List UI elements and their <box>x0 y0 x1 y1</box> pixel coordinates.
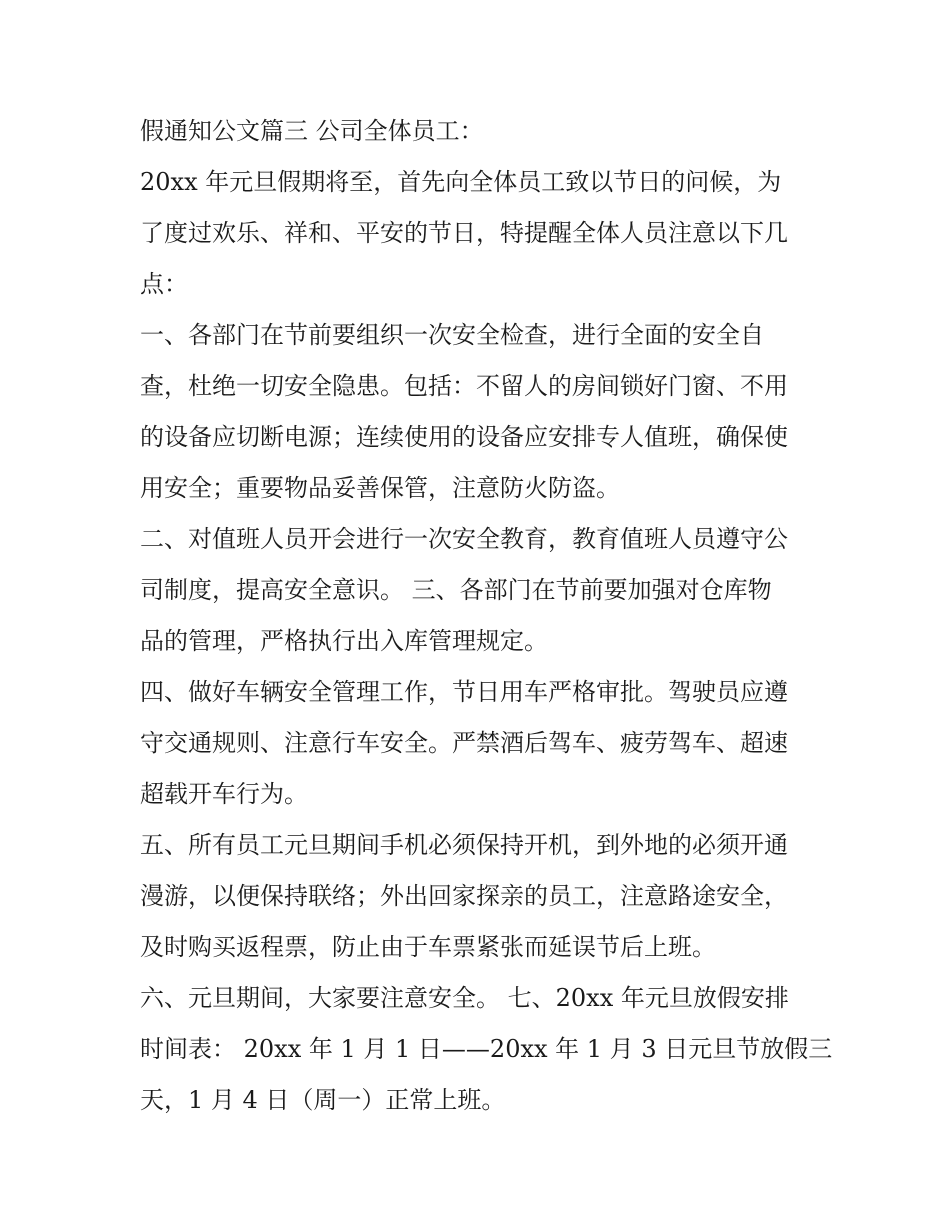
text-line: 点： <box>140 270 188 298</box>
text-line: 超载开车行为。 <box>140 780 308 808</box>
text-line: 假通知公文篇三 公司全体员工： <box>140 117 484 145</box>
text-line: 二、对值班人员开会进行一次安全教育，教育值班人员遵守公 <box>140 525 788 553</box>
text-line: 查，杜绝一切安全隐患。包括：不留人的房间锁好门窗、不用 <box>140 372 788 400</box>
text-line: 天，1 月 4 日（周一）正常上班。 <box>140 1086 506 1114</box>
notice-body <box>140 106 833 1126</box>
text-line: 守交通规则、注意行车安全。严禁酒后驾车、疲劳驾车、超速 <box>140 729 788 757</box>
text-line: 了度过欢乐、祥和、平安的节日，特提醒全体人员注意以下几 <box>140 219 788 247</box>
text-line: 及时购买返程票，防止由于车票紧张而延误节后上班。 <box>140 933 716 961</box>
text-line: 六、元旦期间，大家要注意安全。 七、20xx 年元旦放假安排 <box>140 984 789 1012</box>
text-line: 一、各部门在节前要组织一次安全检查，进行全面的安全自 <box>140 321 764 349</box>
text-line: 的设备应切断电源；连续使用的设备应安排专人值班，确保使 <box>140 423 788 451</box>
text-line: 用安全；重要物品妥善保管，注意防火防盗。 <box>140 474 620 502</box>
text-line: 20xx 年元旦假期将至，首先向全体员工致以节日的问候，为 <box>140 168 782 196</box>
text-line: 五、所有员工元旦期间手机必须保持开机，到外地的必须开通 <box>140 831 788 859</box>
text-line: 时间表： 20xx 年 1 月 1 日——20xx 年 1 月 3 日元旦节放假三 <box>140 1035 833 1063</box>
text-line: 漫游，以便保持联络；外出回家探亲的员工，注意路途安全， <box>140 882 788 910</box>
text-line: 四、做好车辆安全管理工作，节日用车严格审批。驾驶员应遵 <box>140 678 788 706</box>
text-line: 品的管理，严格执行出入库管理规定。 <box>140 627 548 655</box>
text-line: 司制度，提高安全意识。 三、各部门在节前要加强对仓库物 <box>140 576 772 604</box>
